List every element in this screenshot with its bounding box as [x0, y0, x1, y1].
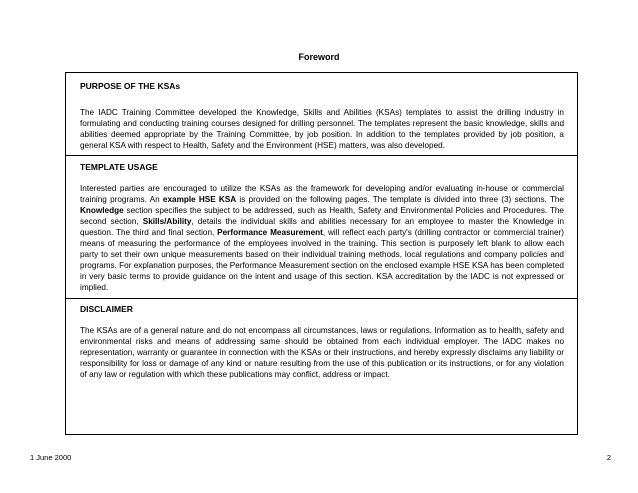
footer-date: 1 June 2000 — [30, 453, 72, 462]
template-usage-heading: TEMPLATE USAGE — [80, 162, 158, 172]
template-bold-performance: Performance Measurement — [217, 228, 323, 237]
template-text-1: Interested parties are encouraged to utilize the KSAs as the framework for developing and/or evaluating in-house or commercial training programs. An — [80, 184, 564, 204]
page-title: Foreword — [298, 52, 340, 62]
template-usage-paragraph — [80, 183, 564, 293]
document-body — [80, 80, 564, 380]
disclaimer-heading: DISCLAIMER — [80, 304, 133, 314]
template-bold-example: example HSE KSA — [162, 195, 237, 204]
template-text-5: , will reflect each party's (drilling contractor or commercial trainer) means of measuring the performance of the employees involved in the training. This section is purposely left blank to allow each party to set their own unique measurements based on their individual training methods, local regulations and company policies and programs. For explanation purposes, the Performance Measurement section on the enclosed example HSE KSA has been completed in very basic terms to provide guidance on the intent and usage of this section. KSA accreditation by the IADC is not expressed or implied. — [80, 228, 564, 292]
section-divider — [65, 298, 578, 299]
purpose-paragraph: The IADC Training Committee developed the Knowledge, Skills and Abilities (KSAs) templates to assist the drilling industry in formulating and conducting training courses designed for drilling personnel. The templates represent the basic knowledge, skills and abilities deemed appropriate by the Training Committee, by job position. In addition to the templates provided by job position, a general KSA with respect to Health, Safety and the Environment (HSE) matters, was also developed. — [80, 108, 564, 150]
template-bold-skills: Skills/Ability — [142, 217, 192, 226]
section-divider — [65, 155, 578, 156]
template-text-4: , details the individual skills and abilities necessary for an employee to master the Knowledge in question. The third and final section, — [80, 217, 564, 237]
template-text-3: section specifies the subject to be addressed, such as Health, Safety and Environmental Policies and Procedures. The second section, — [80, 206, 564, 226]
disclaimer-paragraph: The KSAs are of a general nature and do not encompass all circumstances, laws or regulations. Information as to health, safety and environmental risks and means of addressing same should be obtained from each individual employer. The IADC makes no representation, warranty or guarantee in connection with the KSAs or their instructions, and hereby expressly disclaims any liability or responsibility for loss or damage of any kind or nature resulting from the use of this publication or its instructions, or for any violation of any law or regulation with which these publications may conflict, address or impact. — [80, 326, 564, 379]
template-text-2: is provided on the following pages. The template is divided into three (3) sections. The — [236, 195, 564, 204]
page-number: 2 — [606, 453, 611, 462]
purpose-heading: PURPOSE OF THE KSAs — [80, 81, 181, 91]
template-bold-knowledge: Knowledge — [80, 206, 124, 215]
